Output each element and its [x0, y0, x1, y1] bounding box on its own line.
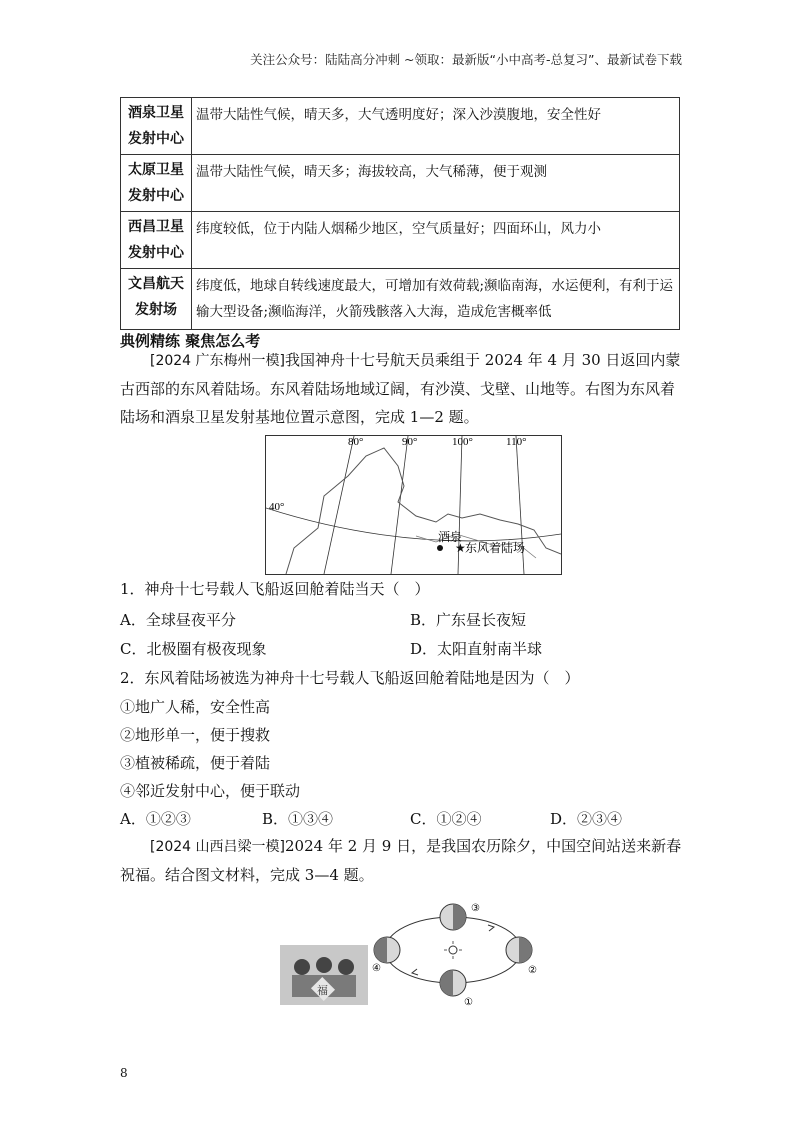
site-label-jiuquan: 酒泉	[438, 530, 463, 544]
question-1-stem: 1．神舟十七号载人飞船返回舱着陆当天（ ）	[120, 580, 430, 598]
site-desc: 温带大陆性气候，晴天多；海拔较高，大气稀薄，便于观测	[192, 155, 680, 212]
passage-text: 2024 年 2 月 9 日，是我国农历除夕，中国空间站送来新春祝福。结合图文材料，完成 3—4 题。	[120, 837, 682, 884]
position-label-1: ①	[464, 997, 473, 1007]
site-name: 西昌卫星 发射中心	[121, 212, 192, 269]
q2-item: ①地广人稀，安全性高	[120, 698, 271, 716]
site-desc: 纬度较低，位于内陆人烟稀少地区，空气质量好；四面环山，风力小	[192, 212, 680, 269]
q1-option-c: C．北极圈有极夜现象	[120, 640, 267, 658]
landing-star-icon: ★	[455, 541, 466, 555]
question-2-stem: 2．东风着陆场被选为神舟十七号载人飞船返回舱着陆地是因为（ ）	[120, 669, 580, 687]
lat-label-40: 40°	[269, 501, 285, 513]
q2-item: ④邻近发射中心，便于联动	[120, 782, 301, 800]
site-name: 太原卫星 发射中心	[121, 155, 192, 212]
q2-option-d: D．②③④	[550, 810, 623, 828]
q2-option-b: B．①③④	[262, 810, 334, 828]
lon-label-90: 90°	[402, 436, 418, 448]
q1-option-d: D．太阳直射南半球	[410, 640, 543, 658]
table-row	[121, 269, 680, 330]
earth-orbit-diagram	[370, 895, 540, 1007]
passage-2	[120, 832, 685, 889]
table-row	[121, 212, 680, 269]
jiuquan-dot-icon	[437, 545, 443, 551]
lon-label-80: 80°	[348, 436, 364, 448]
q2-item: ②地形单一，便于搜救	[120, 726, 271, 744]
q2-option-a: A．①②③	[120, 810, 191, 828]
meridian-line	[391, 436, 408, 574]
launch-site-table	[120, 97, 680, 330]
position-label-2: ②	[528, 965, 537, 976]
q1-option-b: B．广东昼长夜短	[410, 611, 527, 629]
position-label-3: ③	[471, 903, 480, 914]
passage-text: 我国神舟十七号航天员乘组于 2024 年 4 月 30 日返回内蒙古西部的东风着陆场。东风着陆场地域辽阔，有沙漠、戈壁、山地等。右图为东风着陆场和酒泉卫星发射基地位置示意图，完成 1—2 题。	[120, 351, 681, 426]
position-label-4: ④	[372, 963, 381, 974]
table-row	[121, 98, 680, 155]
passage-source: [2024 广东梅州一模]	[150, 353, 286, 369]
parallel-line	[266, 508, 561, 541]
passage-1	[120, 346, 685, 431]
site-label-dongfeng: 东风着陆场	[465, 541, 526, 555]
orbit-arrow-icon	[488, 925, 494, 931]
q1-option-a: A．全球昼夜平分	[120, 611, 236, 629]
photo-fu-char: 福	[317, 984, 328, 997]
meridian-line	[324, 436, 354, 574]
sun-icon	[449, 946, 457, 954]
lon-label-100: 100°	[452, 436, 473, 448]
site-name: 文昌航天 发射场	[121, 269, 192, 330]
table-row	[121, 155, 680, 212]
orbit-arrow-icon	[412, 969, 418, 975]
site-desc: 纬度低，地球自转线速度最大，可增加有效荷载;濒临南海，水运便利，有利于运输大型设备;濒临海洋，火箭残骸落入大海，造成危害概率低	[192, 269, 680, 330]
q2-option-c: C．①②④	[410, 810, 482, 828]
border-outline	[286, 448, 561, 574]
site-name: 酒泉卫星 发射中心	[121, 98, 192, 155]
lon-label-110: 110°	[506, 436, 527, 448]
site-desc: 温带大陆性气候，晴天多，大气透明度好；深入沙漠腹地，安全性好	[192, 98, 680, 155]
q2-item: ③植被稀疏，便于着陆	[120, 754, 271, 772]
section-title: 典例精练 聚焦怎么考	[120, 332, 261, 350]
passage-source: [2024 山西吕梁一模]	[150, 839, 286, 855]
page-header: 关注公众号：陆陆高分冲刺 ~领取：最新版“小中高考-总复习”、最新试卷下载	[250, 52, 682, 67]
location-map	[265, 435, 562, 575]
page-number: 8	[120, 1066, 128, 1080]
astronaut-photo	[280, 945, 368, 1005]
